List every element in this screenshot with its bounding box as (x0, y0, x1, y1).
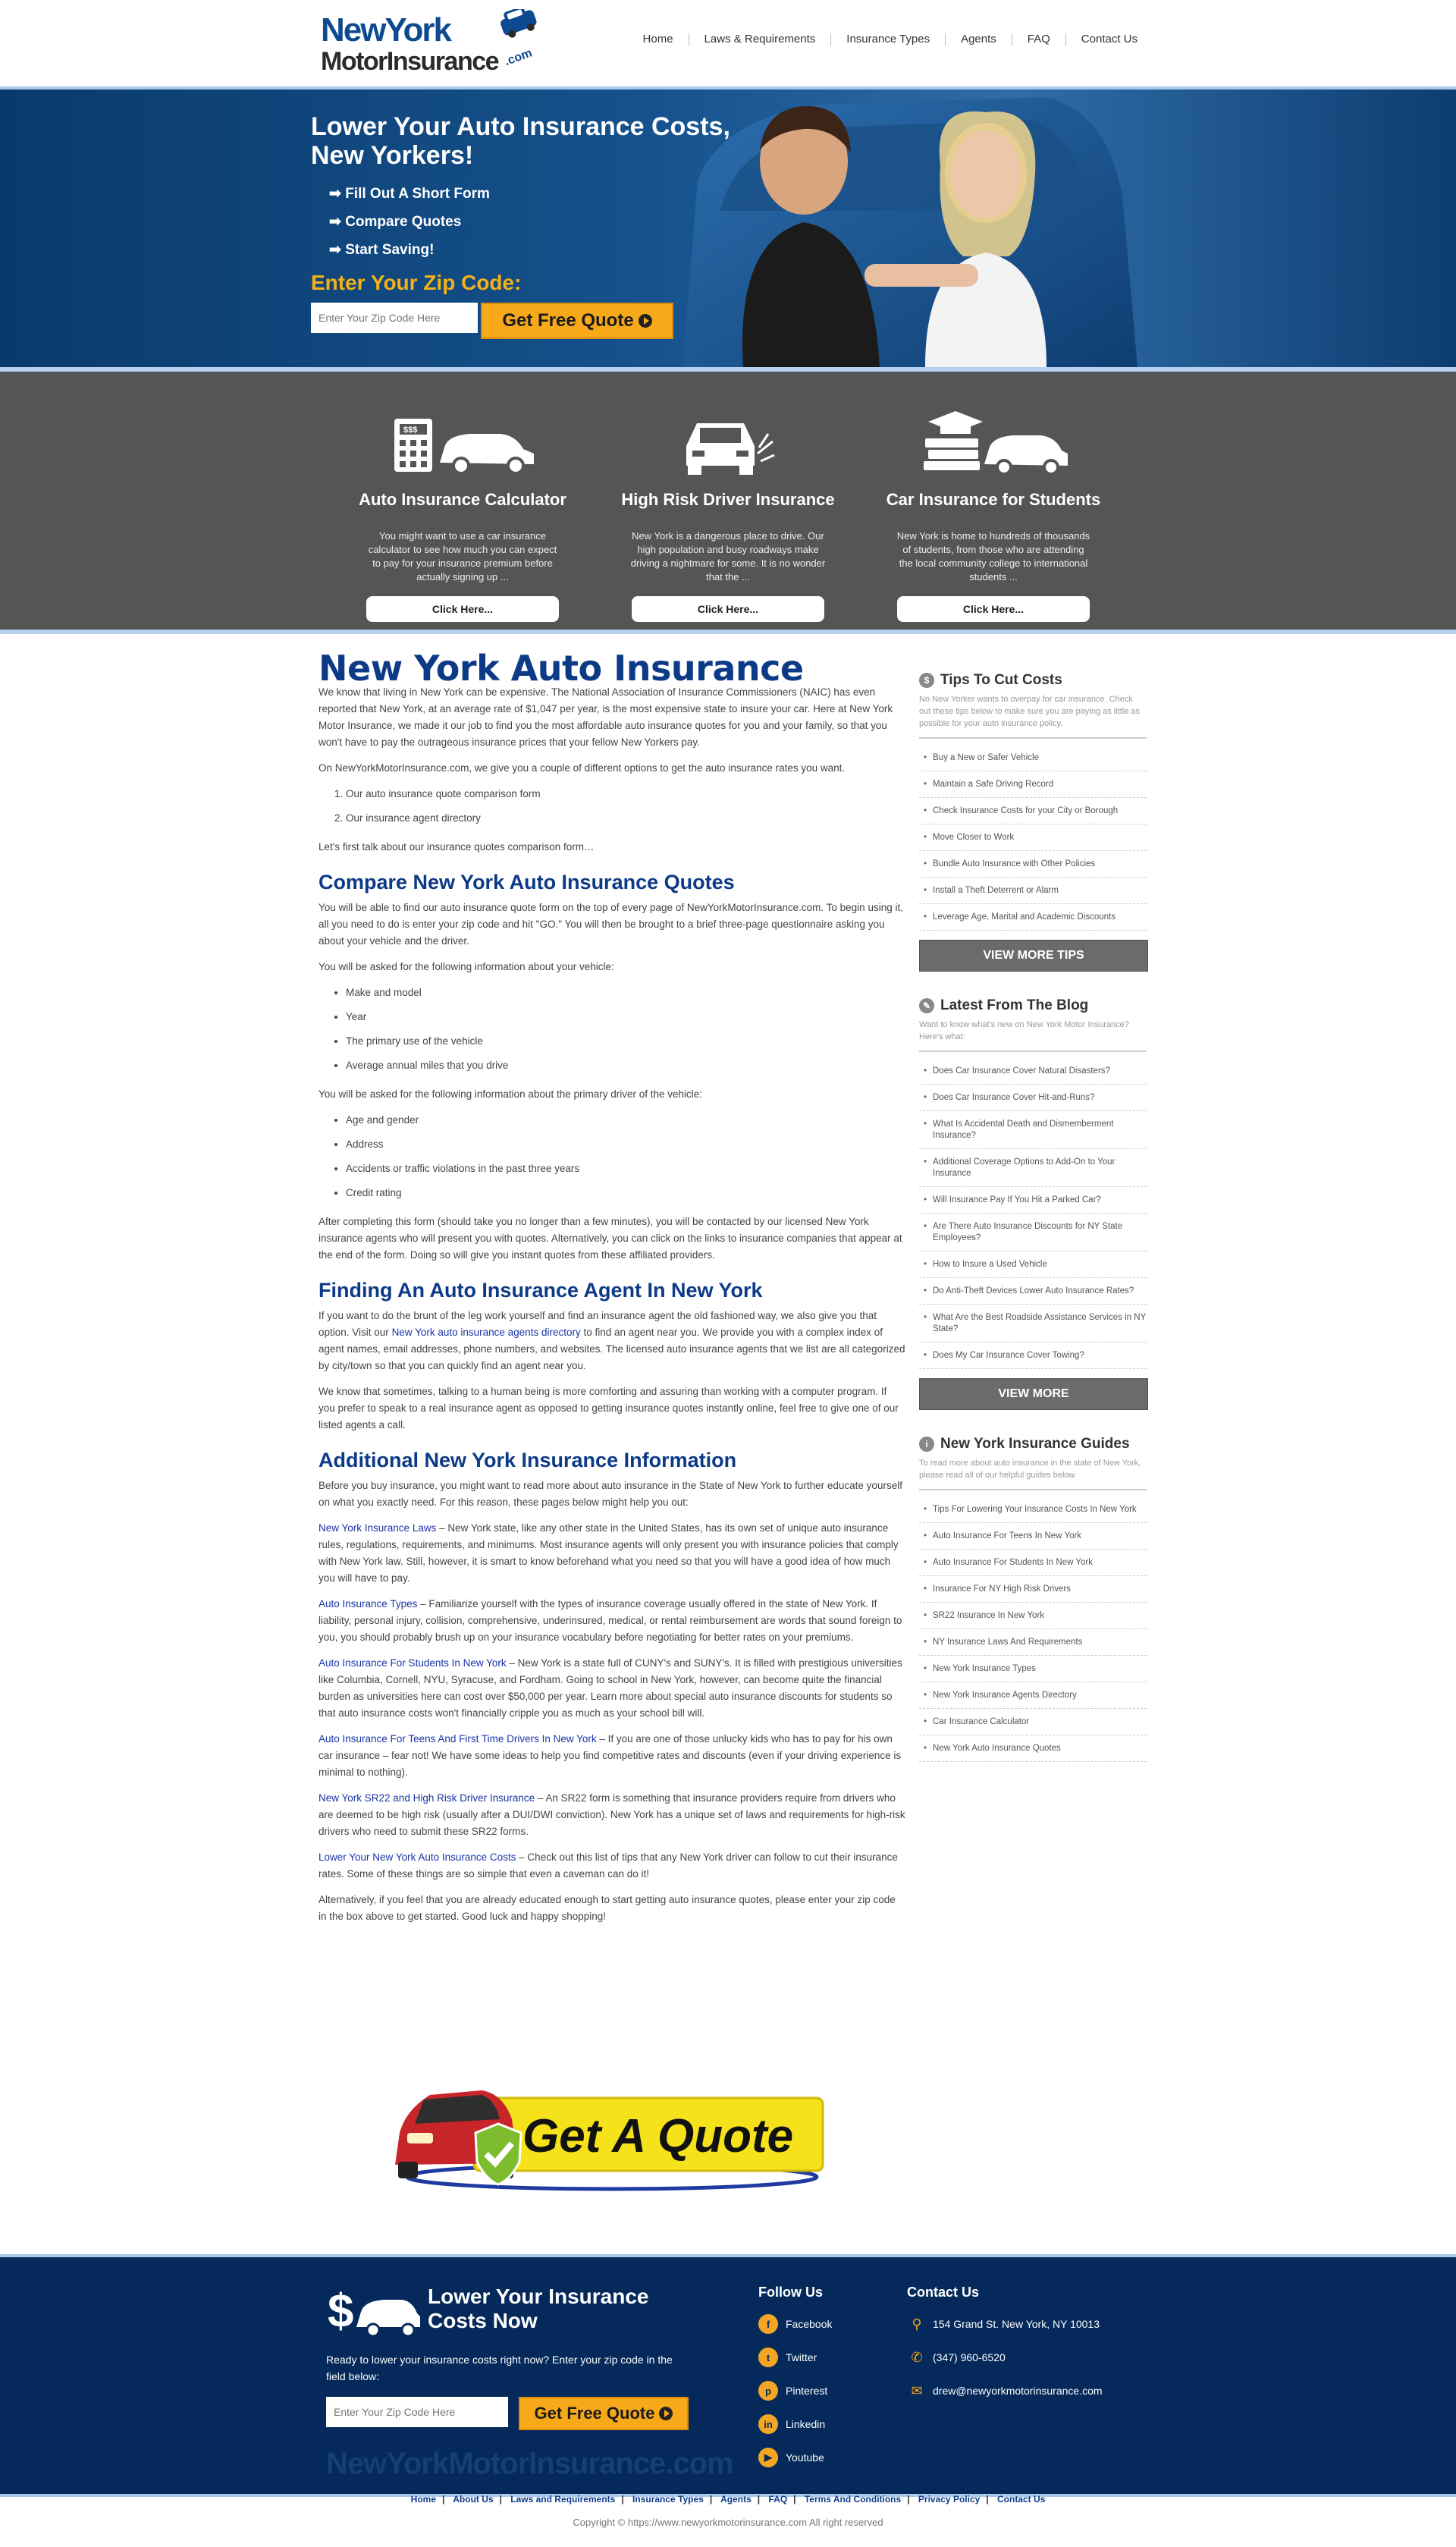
copyright: Copyright © https://www.newyorkmotorinsurance.com All right reserved (573, 2517, 883, 2528)
footer-zip-form (326, 2397, 698, 2430)
feature-high-risk-click-button[interactable]: Click Here... (632, 596, 824, 622)
social-label: Facebook (786, 2318, 833, 2330)
section-heading-agent: Finding An Auto Insurance Agent In New York (318, 1279, 763, 1302)
guides-title: New York Insurance Guides (940, 1436, 1130, 1452)
calculator-car-icon (349, 400, 576, 476)
list-item: • Address (346, 1136, 905, 1153)
sidebar-tips (919, 672, 1147, 972)
nav-home[interactable]: Home (628, 33, 689, 46)
blog-post-link[interactable]: • Does Car Insurance Cover Natural Disasters? (919, 1058, 1147, 1085)
options-intro: On NewYorkMotorInsurance.com, we give you a couple of different options to get the auto insurance rates you want. (318, 762, 846, 774)
bottom-nav-privacy[interactable]: Privacy Policy (918, 2494, 981, 2505)
site-logo[interactable] (321, 9, 541, 77)
separator: | (621, 2494, 624, 2505)
guide-link[interactable]: • NY Insurance Laws And Requirements (919, 1629, 1147, 1656)
svg-text:$$$: $$$ (403, 426, 418, 435)
text-run: – Familiarize yourself with the types of insurance coverage usually offered in the state of New York. If liability, personal injury, collision, comprehensive, underinsured, medical, or rental reimbursement are words that sound foreign to you, you should probably brush up on your insurance vocabulary before negotiating for better rates on your premiums. (318, 1598, 902, 1643)
phone-icon: ✆ (911, 2349, 923, 2365)
footer-title: Lower Your Insurance Costs Now (428, 2285, 649, 2332)
driver-info-list (318, 1112, 905, 1201)
social-facebook[interactable] (758, 2314, 832, 2334)
site-footer (0, 2254, 1456, 2497)
view-more-tips-button[interactable]: VIEW MORE TIPS (919, 940, 1148, 972)
feature-high-risk (614, 400, 842, 622)
hero-banner (0, 90, 1456, 372)
twitter-icon: t (758, 2348, 778, 2367)
blog-post-link[interactable]: • Will Insurance Pay If You Hit a Parked Car? (919, 1187, 1147, 1214)
dollar-car-icon (326, 2285, 420, 2338)
hero-quote-button-label: Get Free Quote (502, 310, 634, 331)
bottom-nav-faq[interactable]: FAQ (768, 2494, 788, 2505)
nav-insurance-types[interactable]: Insurance Types (831, 33, 946, 46)
list-item: • Average annual miles that you drive (346, 1057, 905, 1074)
options-list (318, 786, 905, 827)
tip-link[interactable]: • Maintain a Safe Driving Record (919, 771, 1147, 798)
section-heading-compare: Compare New York Auto Insurance Quotes (318, 871, 735, 893)
text-run: – Check out this list of tips that any New York driver can follow to cut their insurance rates. Some of these things are so simple that even a caveman can do it! (318, 1851, 898, 1880)
bottom-nav-types[interactable]: Insurance Types (632, 2494, 704, 2505)
info-link-laws[interactable]: New York Insurance Laws (318, 1522, 437, 1534)
section-heading-additional: Additional New York Insurance Information (318, 1449, 737, 1471)
guides-intro: To read more about auto insurance in the state of New York, please read all of our helpful guides below (919, 1457, 1147, 1490)
footer-zip-input[interactable] (326, 2397, 508, 2427)
list-item: 2. Our insurance agent directory (346, 810, 905, 827)
text-run: – New York is a state full of CUNY's and SUNY's. It is filled with prestigious universities like Columbia, Cornell, NYU, Syracuse, and Fordham. Going to school in New York, however, can become quite the financial burden as universities here can cost over $50,000 per year. Learn more about special auto insurance discounts for students so that auto insurance costs won't financially cripple you as much as your school bill will. (318, 1657, 902, 1719)
info-link-students[interactable]: Auto Insurance For Students In New York (318, 1657, 507, 1669)
svg-text:NewYork: NewYork (321, 11, 451, 49)
closing-paragraph: Alternatively, if you feel that you are already educated enough to start getting auto insurance quotes, please enter your zip code in the box above to get started. Good luck and happy shopping! (318, 1894, 896, 1922)
info-item (318, 1731, 905, 1781)
driver-info-lead: You will be asked for the following information about the primary driver of the vehicle: (318, 1088, 703, 1100)
hero-bullet: ➡ Fill Out A Short Form (329, 185, 736, 203)
map-pin-icon: ⚲ (912, 2316, 922, 2332)
main-nav (628, 33, 1138, 46)
main-content (318, 648, 905, 1934)
page-title: New York Auto Insurance (318, 648, 804, 689)
contact-title: Contact Us (907, 2285, 980, 2300)
feature-text: New York is home to hundreds of thousands of students, from those who are attending the local community college to international students ... (896, 530, 1090, 583)
guide-link[interactable]: • New York Insurance Types (919, 1656, 1147, 1682)
after-form-paragraph: After completing this form (should take you no longer than a few minutes), you will be contacted by our licensed New York insurance agents who will present you with quotes. Alternatively, you can click on the links to insurance companies that appear at the end of the form. Doing so will give you instant quotes from these affiliated providers. (318, 1216, 902, 1261)
bottom-nav-home[interactable]: Home (410, 2494, 436, 2505)
blog-post-link[interactable]: • Additional Coverage Options to Add-On to Your Insurance (919, 1149, 1147, 1187)
info-item (318, 1520, 905, 1587)
guide-link[interactable]: • Insurance For NY High Risk Drivers (919, 1576, 1147, 1603)
site-header (0, 0, 1456, 90)
blog-post-link[interactable]: • Does Car Insurance Cover Hit-and-Runs? (919, 1085, 1147, 1111)
wrecked-car-icon (614, 400, 842, 476)
feature-students-click-button[interactable]: Click Here... (897, 596, 1090, 622)
feature-title: Car Insurance for Students (886, 490, 1101, 509)
svg-text:$: $ (328, 2285, 354, 2338)
separator: | (907, 2494, 910, 2505)
bottom-nav-terms[interactable]: Terms And Conditions (804, 2494, 902, 2505)
follow-title: Follow Us (758, 2285, 823, 2300)
vehicle-info-lead: You will be asked for the following information about your vehicle: (318, 961, 614, 972)
blog-post-link[interactable]: • Do Anti-Theft Devices Lower Auto Insurance Rates? (919, 1278, 1147, 1305)
contact-phone[interactable] (907, 2348, 1103, 2367)
blog-post-link[interactable]: • How to Insure a Used Vehicle (919, 1252, 1147, 1278)
blog-post-link[interactable]: • Are There Auto Insurance Discounts for NY State Employees? (919, 1214, 1147, 1252)
footer-watermark-logo: NewYorkMotorInsurance.com (326, 2447, 733, 2480)
hero-title: Lower Your Auto Insurance Costs, New Yorkers! (311, 112, 730, 170)
vehicle-info-list (318, 985, 905, 1074)
tips-title: Tips To Cut Costs (940, 672, 1062, 688)
bottom-nav-agents[interactable]: Agents (720, 2494, 752, 2505)
view-more-blog-button[interactable]: VIEW MORE (919, 1378, 1148, 1410)
books-graduation-car-icon (880, 400, 1107, 476)
nav-contact-us[interactable]: Contact Us (1081, 33, 1138, 46)
tip-link[interactable]: • Move Closer to Work (919, 824, 1147, 851)
compare-paragraph: You will be able to find our auto insurance quote form on the top of every page of NewYorkMotorInsurance.com. To begin using it, all you need to do is enter your zip code and hit "GO." You will then be brought to a brief three-page questionnaire asking you about your vehicle and the driver. (318, 902, 903, 947)
linkedin-icon: in (758, 2414, 778, 2434)
contact-address (907, 2314, 1103, 2334)
bottom-nav-laws[interactable]: Laws and Requirements (510, 2494, 616, 2505)
feature-title: High Risk Driver Insurance (621, 490, 835, 509)
blog-list (919, 1058, 1147, 1369)
text-run: – New York state, like any other state in the United States, has its own set of unique auto insurance rules, regulations, requirements, and minimums. Most insurance agents will only present you with insurance policies that comply with New York law. Still, however, it is smart to know beforehand what you need so that you will have a good idea of how much you will have to pay. (318, 1522, 899, 1584)
sidebar-heading (919, 672, 1147, 689)
info-item (318, 1849, 905, 1883)
social-youtube[interactable] (758, 2448, 832, 2467)
bottom-nav-contact[interactable]: Contact Us (997, 2494, 1046, 2505)
blog-post-link[interactable]: • What Are the Best Roadside Assistance Services in NY State? (919, 1305, 1147, 1343)
text-run: If you want to do the brunt of the leg work yourself and find an insurance agent the old fashioned way, we also give you that option. Visit our (318, 1310, 877, 1338)
feature-title: Auto Insurance Calculator (359, 490, 566, 509)
play-arrow-icon (639, 314, 652, 328)
social-label: Youtube (786, 2451, 824, 2464)
list-item: • Age and gender (346, 1112, 905, 1129)
feature-text: New York is a dangerous place to drive. Our high population and busy roadways make driving a nightmare for some. It is no wonder that the ... (630, 530, 826, 583)
guide-link[interactable]: • SR22 Insurance In New York (919, 1603, 1147, 1629)
separator: | (499, 2494, 502, 2505)
blog-title: Latest From The Blog (940, 997, 1089, 1013)
address-text: 154 Grand St. New York, NY 10013 (933, 2318, 1100, 2330)
text-run: – An SR22 form is something that insurance providers require from drivers who are deemed to be high risk (usually after a DUI/DWI conviction). New York has a unique set of laws and requirements for high-risk drivers who need to submit these SR22 forms. (318, 1792, 905, 1837)
info-link-lower-costs[interactable]: Lower Your New York Auto Insurance Costs (318, 1851, 516, 1863)
get-a-quote-label: Get A Quote (522, 2110, 794, 2162)
list-item: • Credit rating (346, 1185, 905, 1201)
hero-content (311, 112, 736, 339)
guide-link[interactable]: • Car Insurance Calculator (919, 1709, 1147, 1735)
play-arrow-icon (659, 2407, 673, 2420)
contact-email[interactable] (907, 2381, 1103, 2401)
facebook-icon: f (758, 2314, 778, 2334)
blog-post-link[interactable]: • What Is Accidental Death and Dismemberment Insurance? (919, 1111, 1147, 1149)
footer-text: Ready to lower your insurance costs right now? Enter your zip code in the field below: (326, 2354, 673, 2382)
bottom-nav-about[interactable]: About Us (453, 2494, 494, 2505)
footer-get-free-quote-button[interactable] (519, 2397, 689, 2430)
agents-directory-link[interactable]: New York auto insurance agents directory (391, 1327, 581, 1338)
svg-text:.com: .com (503, 46, 534, 69)
separator: | (757, 2494, 761, 2505)
tips-list (919, 745, 1147, 931)
social-linkedin[interactable] (758, 2414, 832, 2434)
info-link-sr22[interactable]: New York SR22 and High Risk Driver Insurance (318, 1792, 535, 1804)
guide-link[interactable]: • New York Auto Insurance Quotes (919, 1735, 1147, 1762)
separator: | (793, 2494, 796, 2505)
footer-quote-column (326, 2285, 733, 2481)
social-label: Pinterest (786, 2385, 828, 2397)
separator: | (709, 2494, 713, 2505)
sidebar-guides (919, 1436, 1147, 1762)
list-item: • Accidents or traffic violations in the past three years (346, 1160, 905, 1177)
agent-paragraph (318, 1308, 905, 1374)
hero-zip-input[interactable] (311, 303, 478, 333)
nav-faq[interactable]: FAQ (1012, 33, 1066, 46)
hero-get-free-quote-button[interactable] (481, 303, 673, 339)
sidebar-heading (919, 997, 1147, 1014)
pinterest-icon: p (758, 2381, 778, 2401)
footer-contact-column (907, 2285, 1103, 2414)
feature-text: You might want to use a car insurance calculator to see how much you can expect to pay for your insurance premium before actually signing up ... (368, 530, 557, 583)
info-item (318, 1655, 905, 1722)
phone-text: (347) 960-6520 (933, 2351, 1006, 2363)
hero-zip-form (311, 303, 736, 339)
list-item: • Make and model (346, 985, 905, 1001)
social-twitter[interactable] (758, 2348, 832, 2367)
bottom-bar (0, 2494, 1456, 2528)
tip-link[interactable]: • Bundle Auto Insurance with Other Policies (919, 851, 1147, 878)
feature-calculator-click-button[interactable]: Click Here... (366, 596, 559, 622)
tip-link[interactable]: • Install a Theft Deterrent or Alarm (919, 878, 1147, 904)
youtube-icon: ▶ (758, 2448, 778, 2467)
comparison-lead: Let's first talk about our insurance quotes comparison form… (318, 841, 595, 853)
guide-link[interactable]: • Auto Insurance For Students In New York (919, 1550, 1147, 1576)
text-run: – If you are one of those unlucky kids who has to pay for his own car insurance – fear not! We have some ideas to help you find competitive rates and discounts (even if your driving experience is minimal to nothing). (318, 1733, 902, 1778)
list-item: • Year (346, 1009, 905, 1025)
sidebar-heading (919, 1436, 1147, 1453)
intro-paragraph: We know that living in New York can be expensive. The National Association of Insurance Commissioners (NAIC) has even reported that New York, at an average rate of $1,047 per year, is the most expensive state to insure your car. Here at New York Motor Insurance, we made it our job to find you the most affordable auto insurance quotes for you and your family, so that you won't have to pay the outrageous insurance prices that your fellow New Yorkers pay. (318, 686, 893, 748)
sidebar-blog (919, 997, 1147, 1410)
social-label: Linkedin (786, 2418, 826, 2430)
nav-agents[interactable]: Agents (946, 33, 1012, 46)
email-text: drew@newyorkmotorinsurance.com (933, 2385, 1103, 2397)
bottom-nav (0, 2494, 1456, 2505)
hero-bullet: ➡ Start Saving! (329, 241, 736, 259)
zip-label: Enter Your Zip Code: (311, 271, 522, 294)
list-item: • The primary use of the vehicle (346, 1033, 905, 1050)
text-run: to find an agent near you. We provide you with a complex index of agent names, email addresses, phone numbers, and websites. The licensed auto insurance agents that we list are all categorized by city/town so that you can quickly find an agent near you. (318, 1327, 905, 1371)
list-item: 1. Our auto insurance quote comparison form (346, 786, 905, 802)
sidebar (919, 672, 1147, 1762)
blog-intro: Want to know what's new on New York Motor Insurance? Here's what: (919, 1019, 1147, 1052)
dollar-icon: $ (919, 673, 934, 688)
tip-link[interactable]: • Check Insurance Costs for your City or Borough (919, 798, 1147, 824)
hero-bullet: ➡ Compare Quotes (329, 213, 736, 231)
tip-link[interactable]: • Buy a New or Safer Vehicle (919, 745, 1147, 771)
get-a-quote-banner-button[interactable] (392, 2080, 832, 2194)
guide-link[interactable]: • Tips For Lowering Your Insurance Costs In New York (919, 1496, 1147, 1523)
feature-students (880, 400, 1107, 622)
footer-quote-button-label: Get Free Quote (534, 2404, 655, 2423)
separator: | (442, 2494, 445, 2505)
envelope-icon: ✉ (911, 2382, 923, 2398)
feature-calculator (349, 400, 576, 622)
nav-laws-requirements[interactable]: Laws & Requirements (689, 33, 832, 46)
info-icon: i (919, 1437, 934, 1452)
tips-intro: No New Yorker wants to overpay for car insurance. Check out these tips below to make sure you are paying as little as possible for your auto insurance policy. (919, 693, 1147, 739)
shield-check-icon (475, 2124, 521, 2184)
separator: | (986, 2494, 989, 2505)
social-label: Twitter (786, 2351, 817, 2363)
info-item (318, 1790, 905, 1840)
guides-list (919, 1496, 1147, 1762)
info-link-types[interactable]: Auto Insurance Types (318, 1598, 418, 1610)
info-link-teens[interactable]: Auto Insurance For Teens And First Time Drivers In New York (318, 1733, 597, 1745)
agent-paragraph-2: We know that sometimes, talking to a human being is more comforting and assuring than working with a computer program. If you prefer to speak to a real insurance agent as opposed to getting insurance quotes instantly online, feel free to give one of our listed agents a call. (318, 1386, 899, 1431)
guide-link[interactable]: • New York Insurance Agents Directory (919, 1682, 1147, 1709)
social-pinterest[interactable] (758, 2381, 832, 2401)
svg-text:MotorInsurance: MotorInsurance (321, 47, 499, 76)
footer-follow-column (758, 2285, 832, 2481)
blog-post-link[interactable]: • Does My Car Insurance Cover Towing? (919, 1343, 1147, 1369)
hero-bullets (329, 185, 736, 259)
info-item (318, 1596, 905, 1646)
pencil-icon: ✎ (919, 998, 934, 1013)
guide-link[interactable]: • Auto Insurance For Teens In New York (919, 1523, 1147, 1550)
tip-link[interactable]: • Leverage Age, Marital and Academic Discounts (919, 904, 1147, 931)
additional-intro: Before you buy insurance, you might want to read more about auto insurance in the State of New York to further educate yourself on what you exactly need. For this reason, these pages below might help you out: (318, 1480, 902, 1508)
features-band (0, 372, 1456, 634)
